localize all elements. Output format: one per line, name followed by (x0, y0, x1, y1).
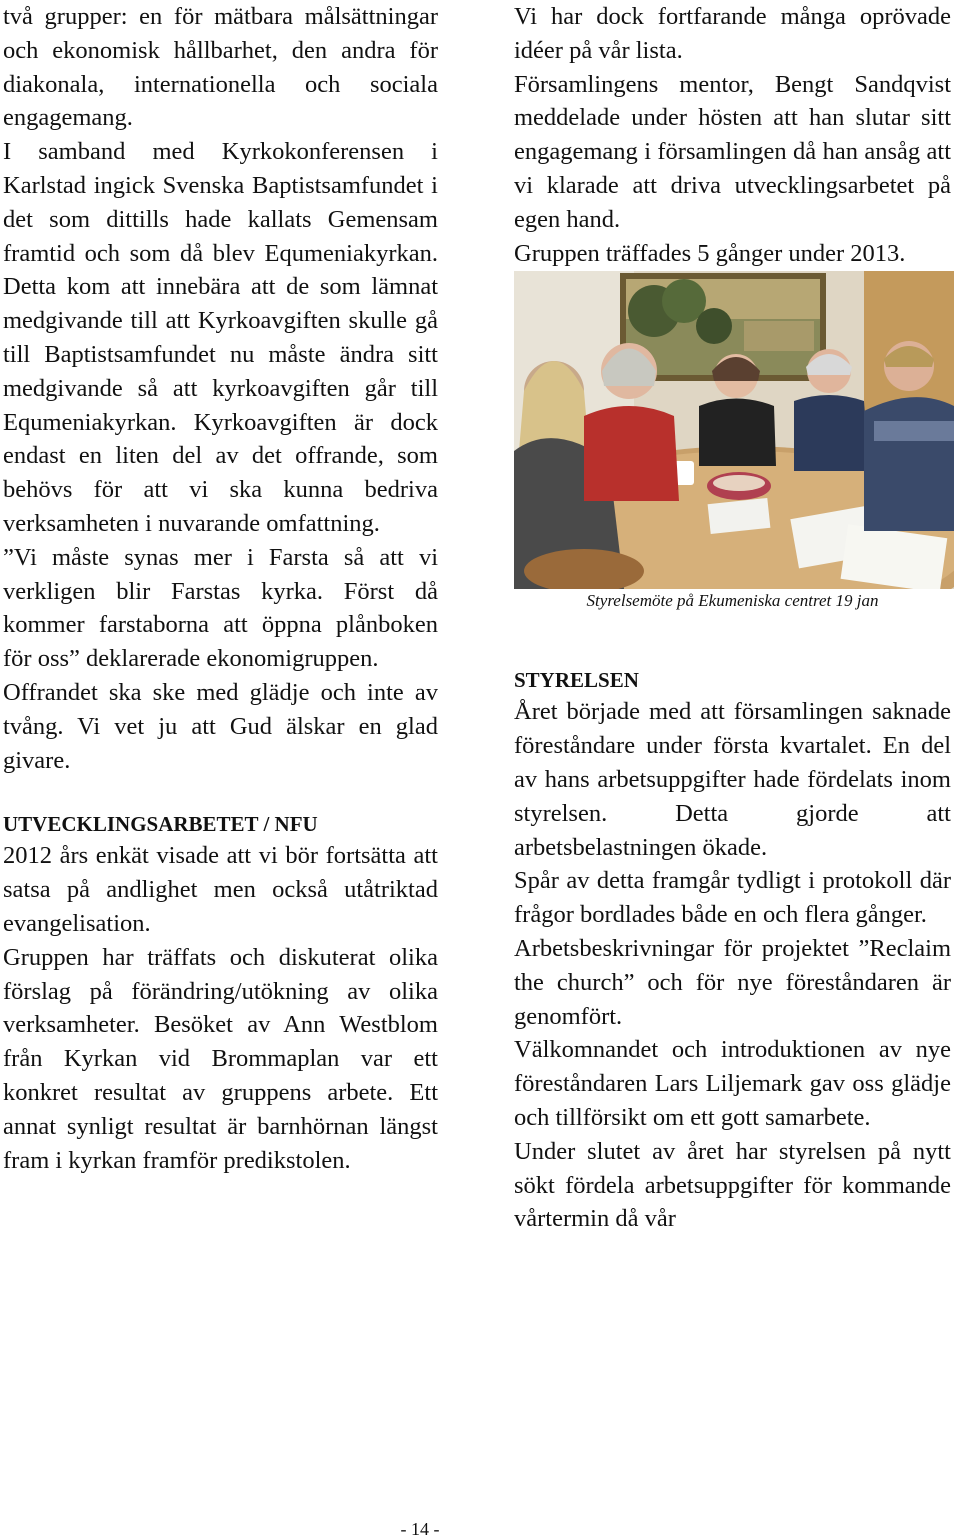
paragraph-gruppen: Gruppen har träffats och diskuterat olika förslag på förändring/utökning av olika verksamheter. Besöket av Ann Westblom från Kyrkan vid Brommaplan var ett konkret resultat av gruppens arbete. Ett annat synligt resultat är barnhörnan längst fram i kyrkan framför predikstolen. (3, 943, 438, 1174)
paragraph-groups: två grupper: en för mätbara målsättningar och ekonomisk hållbarhet, den andra för diakonala, internationella och sociala engagemang. (3, 3, 438, 132)
page-number: - 14 - (400, 1519, 440, 1539)
meeting-photo (514, 271, 954, 589)
right-column (514, 0, 951, 1236)
paragraph-spar: Spår av detta framgår tydligt i protokoll där frågor bordlades både en och flera gånger. (514, 867, 951, 929)
section-heading-utvecklingsarbetet: UTVECKLINGSARBETET / NFU (3, 812, 318, 837)
paragraph-equmeniakyrkan: I samband med Kyrkokonferensen i Karlstad ingick Svenska Baptistsamfundet i det som dittills hade kallats Gemensam framtid och som då blev Equmeniakyrkan. Detta kom att innebära att de som lämnat medgivande till att Kyrkoavgiften skulle gå till Baptistsamfundet nu måste ändra sitt medgivande så att kyrkoavgiften går till Equmeniakyrkan. Kyrkoavgiften är dock endast en liten del av det offrande, som behövs för att vi ska kunna bedriva verksamheten i nuvarande omfattning. (3, 138, 438, 537)
paragraph-enkat: 2012 års enkät visade att vi bör fortsätta att satsa på andlighet men också utåtriktad evangelisation. (3, 842, 438, 937)
paragraph-valkomnandet: Välkomnandet och introduktionen av nye föreståndaren Lars Liljemark gav oss glädje och tillförsikt om ett gott samarbete. (514, 1036, 951, 1131)
paragraph-quote-farsta: ”Vi måste synas mer i Farsta så att vi verkligen blir Farstas kyrka. Först då kommer farstaborna att öppna plånboken för oss” deklarerade ekonomigruppen. (3, 543, 438, 673)
paragraph-aret: Året började med att församlingen saknade föreståndare under första kvartalet. En del av hans arbetsuppgifter hade fördelats inom styrelsen. Detta gjorde att arbetsbelastningen ökade. (514, 698, 951, 861)
paragraph-mentor: Församlingens mentor, Bengt Sandqvist meddelade under hösten att han slutar sitt engagemang i församlingen då han ansåg att vi klarade att driva utvecklingsarbetet på egen hand. (514, 70, 951, 233)
paragraph-traffades: Gruppen träffades 5 gånger under 2013. (514, 239, 906, 267)
paragraph-arbetsbeskrivningar: Arbetsbeskrivningar för projektet ”Reclaim the church” och för nye föreståndaren är genomfört. (514, 934, 951, 1030)
left-column (3, 0, 438, 1177)
section-heading-styrelsen: STYRELSEN (514, 668, 639, 693)
paragraph-offrandet: Offrandet ska ske med glädje och inte av tvång. Vi vet ju att Gud älskar en glad givare. (3, 678, 438, 774)
photo-caption: Styrelsemöte på Ekumeniska centret 19 jan (586, 591, 879, 611)
paragraph-ideer: Vi har dock fortfarande många oprövade idéer på vår lista. (514, 3, 951, 64)
paragraph-under-slutet: Under slutet av året har styrelsen på nytt sökt fördela arbetsuppgifter för kommande vårtermin då vår (514, 1137, 951, 1233)
